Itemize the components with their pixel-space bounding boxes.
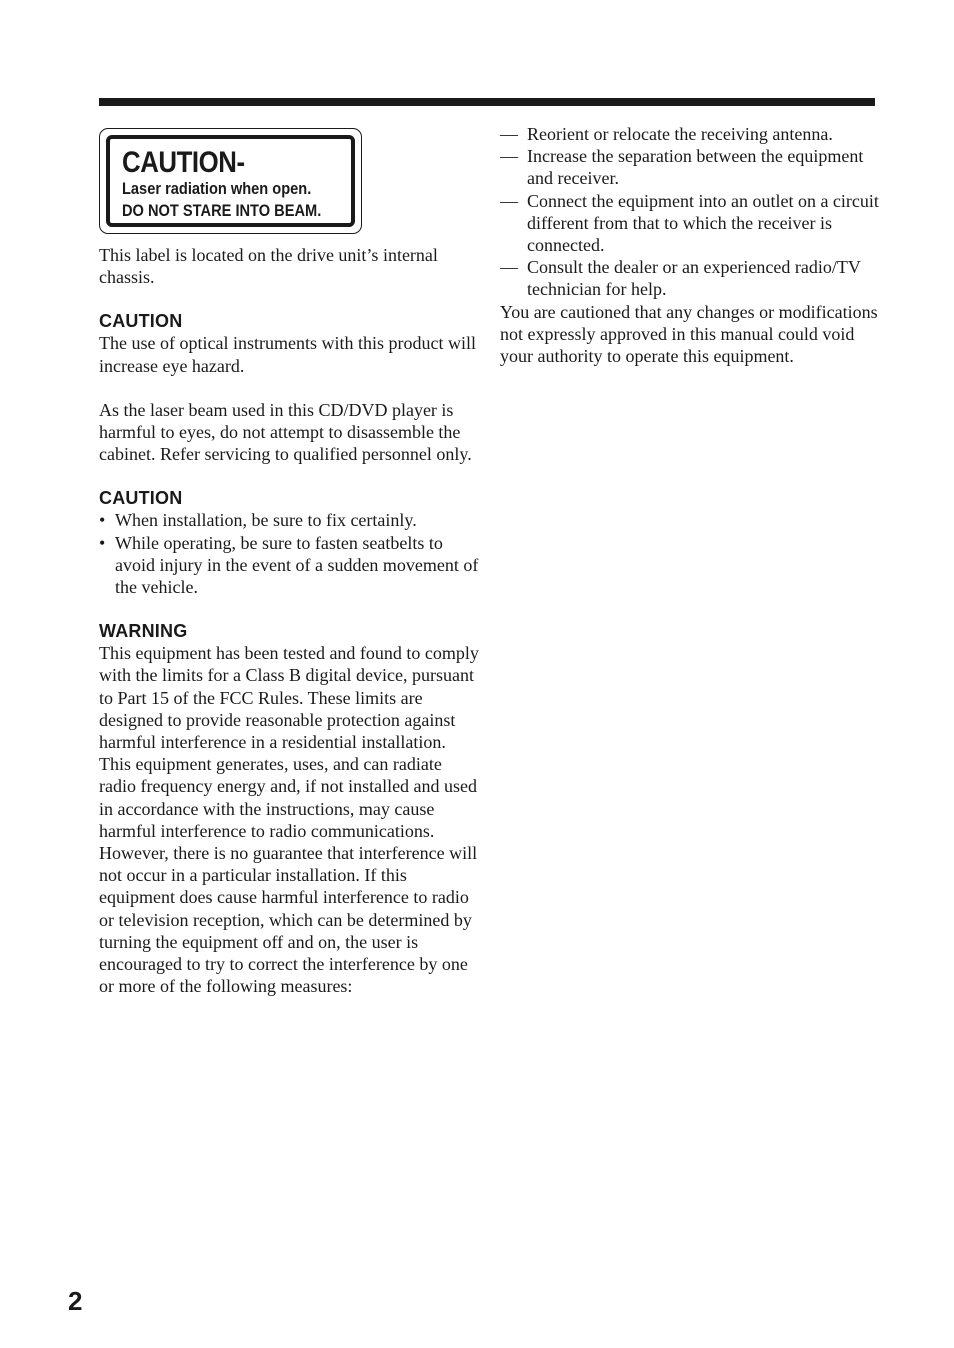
measure-item: — Consult the dealer or an experienced radio/TV technician for help. (500, 256, 880, 300)
caution-2-bullet-2: • While operating, be sure to fasten seatbelts to avoid injury in the event of a sudden movement of the vehicle. (99, 532, 479, 599)
top-rule (99, 98, 875, 106)
caution-heading-2: CAUTION (99, 488, 183, 509)
measure-item: — Increase the separation between the equipment and receiver. (500, 145, 880, 189)
caution-1-para-2: As the laser beam used in this CD/DVD player is harmful to eyes, do not attempt to disassemble the cabinet. Refer servicing to qualified personnel only. (99, 399, 472, 465)
measure-item: — Reorient or relocate the receiving antenna. (500, 123, 880, 145)
caution-heading-1: CAUTION (99, 311, 183, 332)
warning-heading: WARNING (99, 621, 188, 642)
caution-1-para-1: The use of optical instruments with this product will increase eye hazard. (99, 333, 476, 376)
closing-paragraph: You are cautioned that any changes or modifications not expressly approved in this manual could void your authority to operate this equipment. (500, 301, 878, 367)
caution-label-line1: Laser radiation when open. (122, 179, 312, 198)
measure-item: — Connect the equipment into an outlet on a circuit different from that to which the receiver is connected. (500, 190, 880, 257)
label-note: This label is located on the drive unit’s internal chassis. (99, 245, 438, 288)
caution-label-line2: DO NOT STARE INTO BEAM. (122, 201, 322, 220)
warning-text: This equipment has been tested and found to comply with the limits for a Class B digital device, pursuant to Part 15 of the FCC Rules. These limits are designed to provide reasonable protection against harmful interference in a residential installation. This equipment generates, uses, and can radiate radio frequency energy and, if not installed and used in accordance with the instructions, may cause harmful interference to radio communications. However, there is no guarantee that interference will not occur in a particular installation. If this equipment does cause harmful interference to radio or television reception, which can be determined by turning the equipment off and on, the user is encouraged to try to correct the interference by one or more of the following measures: (99, 643, 479, 997)
page-number: 2 (68, 1286, 83, 1316)
left-column (99, 244, 479, 997)
caution-2-bullet-1: • When installation, be sure to fix certainly. (99, 509, 479, 531)
right-column (500, 123, 880, 367)
caution-label-title: CAUTION- (122, 146, 245, 179)
caution-label (99, 128, 362, 234)
caution-label-inner (106, 135, 355, 227)
